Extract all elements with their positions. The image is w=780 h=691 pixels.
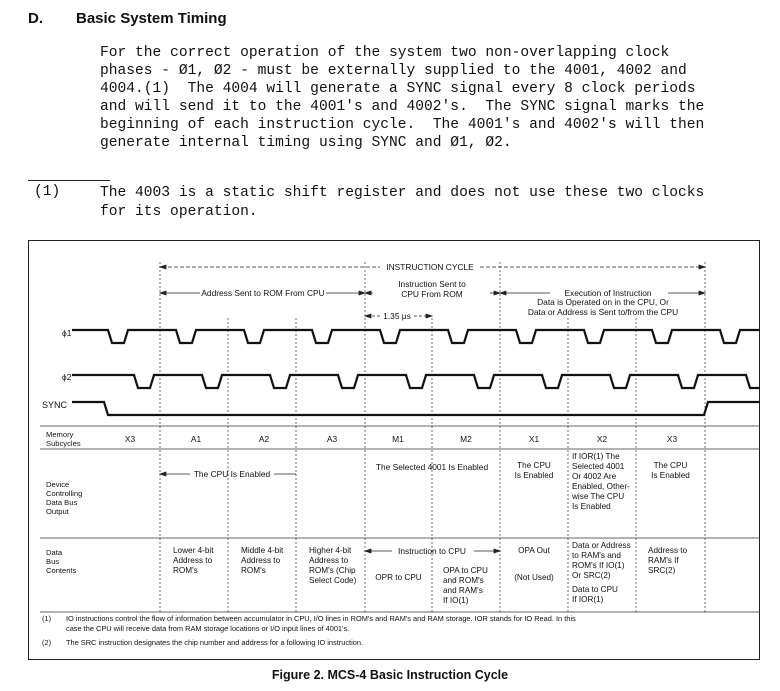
execution-label: Execution of Instruction	[564, 288, 652, 298]
data-label: Data	[46, 548, 63, 557]
cell-line: Is Enabled	[572, 502, 611, 511]
selected-4001-label: The Selected 4001 Is Enabled	[375, 462, 489, 472]
cell-line: Address to	[648, 546, 688, 555]
sync-waveform	[72, 402, 760, 415]
note-text	[66, 614, 754, 633]
memory-label: Memory	[46, 430, 74, 439]
instruction-cycle-label: INSTRUCTION CYCLE	[386, 262, 474, 272]
body-line: 4004.(1) The 4004 will generate a SYNC signal every 8 clock periods	[100, 81, 696, 97]
cell-line: If IOR(1)	[572, 595, 604, 604]
cell-line: OPA to CPU	[443, 566, 488, 575]
note-mark: (1)	[42, 614, 52, 623]
cell-line: ROM's	[241, 566, 266, 575]
cell-line: Is Enabled	[514, 471, 554, 480]
device-x3	[636, 461, 705, 481]
sync-label: SYNC	[42, 400, 68, 410]
cell-line: Select Code)	[309, 576, 357, 585]
cell-line: OPR to CPU	[375, 573, 422, 582]
cell-line: ROM's (Chip	[309, 566, 356, 575]
cell-line: wise The CPU	[572, 492, 625, 501]
cell-line: The CPU	[517, 461, 551, 470]
instr-sent-label: CPU From ROM	[401, 289, 463, 299]
phi1-waveform	[72, 330, 760, 343]
cell-line: Address to	[241, 556, 281, 565]
cpu-enabled-label: The CPU Is Enabled	[193, 469, 271, 479]
device-x2	[572, 452, 636, 512]
section-title: Basic System Timing	[76, 10, 227, 27]
cell-line: Or 4002 Are	[572, 472, 617, 481]
cell-line: The CPU	[653, 461, 688, 470]
cell-line: OPA Out	[518, 546, 550, 555]
footnote-mark: (1)	[34, 184, 61, 200]
phi1-label: ϕ1	[62, 328, 72, 338]
cell-line: Data to CPU	[572, 585, 618, 594]
device-label: Device	[46, 480, 70, 489]
cell-line: Address to	[173, 556, 213, 565]
cell-line: Data or Address	[572, 541, 631, 550]
data-m1	[365, 573, 432, 583]
instr-sent-label: Instruction Sent to	[398, 279, 466, 289]
cell-line: Middle 4-bit	[241, 546, 284, 555]
period-label: 1.35 μs	[383, 311, 411, 321]
data-label: Bus	[46, 557, 60, 566]
subcycle-label: X1	[528, 434, 540, 444]
figure-caption: Figure 2. MCS-4 Basic Instruction Cycle	[271, 668, 509, 682]
cell-line: RAM's If	[648, 556, 679, 565]
data-x1	[500, 546, 568, 583]
cell-line: Is Enabled	[651, 471, 690, 480]
body-line: beginning of each instruction cycle. The 4001's and 4002's will then	[100, 117, 705, 133]
subcycle-label: A3	[326, 434, 338, 444]
data-m2	[443, 566, 499, 606]
cell-line: If IO(1)	[443, 596, 469, 605]
cell-line: Address to	[309, 556, 349, 565]
execution-label: Data is Operated on in the CPU, Or	[537, 297, 669, 307]
footnote-line: The 4003 is a static shift register and does not use these two clocks	[100, 185, 705, 201]
data-a2	[241, 546, 296, 576]
body-line: generate internal timing using SYNC and Ø1, Ø2.	[100, 135, 512, 151]
data-a3	[309, 546, 365, 586]
subcycle-labels	[125, 434, 678, 444]
body-line: and will send it to the 4001's and 4002's. The SYNC signal marks the	[100, 99, 705, 115]
cell-line: to RAM's and	[572, 551, 621, 560]
cell-line: Higher 4-bit	[309, 546, 352, 555]
data-x3	[648, 546, 705, 576]
cell-line: and ROM's	[443, 576, 484, 585]
data-x2	[572, 541, 636, 605]
memory-label: Subcycles	[46, 439, 81, 448]
data-label: Contents	[46, 566, 77, 575]
subcycle-label: M1	[392, 434, 404, 444]
instr-to-cpu-label: Instruction to CPU	[398, 546, 466, 556]
device-label: Output	[46, 507, 69, 516]
execution-label: Data or Address is Sent to/from the CPU	[527, 307, 679, 317]
cell-line: and RAM's	[443, 586, 483, 595]
cell-line: (Not Used)	[514, 573, 554, 582]
device-label: Data Bus	[46, 498, 78, 507]
subcycle-label: X3	[666, 434, 678, 444]
device-label: Controlling	[46, 489, 83, 498]
body-line: phases - Ø1, Ø2 - must be externally supplied to the 4001, 4002 and	[100, 63, 687, 79]
cell-line: Selected 4001	[572, 462, 625, 471]
cell-line: If IOR(1) The	[572, 452, 620, 461]
cell-line: Or SRC(2)	[572, 571, 611, 580]
phi2-waveform	[72, 375, 760, 388]
note-line: IO instructions control the flow of information between accumulator in CPU, I/O lines in ROM's and RAM's and RAM storage. IOR stands for IO Read. In this	[66, 614, 576, 623]
cell-line: ROM's	[173, 566, 198, 575]
subcycle-label: X2	[596, 434, 608, 444]
body-line: For the correct operation of the system two non-overlapping clock	[100, 45, 670, 61]
cell-line: Lower 4-bit	[173, 546, 214, 555]
address-sent-label: Address Sent to ROM From CPU	[201, 288, 325, 298]
data-a1	[173, 546, 228, 576]
row-separators	[40, 426, 760, 612]
cell-line: Enabled, Other-	[572, 482, 630, 491]
note-text: The SRC instruction designates the chip number and address for a following IO instruction.	[66, 638, 364, 647]
device-x1	[500, 461, 568, 481]
subcycle-label: M2	[460, 434, 472, 444]
note-mark: (2)	[42, 638, 52, 647]
section-letter: D.	[28, 10, 43, 27]
subcycle-label: X3	[124, 434, 136, 444]
footnote-line: for its operation.	[100, 204, 258, 220]
cell-line: ROM's If IO(1)	[572, 561, 625, 570]
cell-line: SRC(2)	[648, 566, 676, 575]
phi2-label: ϕ2	[62, 372, 72, 382]
subcycle-label: A1	[190, 434, 202, 444]
note-line: case the CPU will receive data from RAM storage locations or I/O input lines of 4001's.	[66, 623, 350, 633]
subcycle-label: A2	[258, 434, 270, 444]
cell-spacer	[500, 556, 568, 573]
